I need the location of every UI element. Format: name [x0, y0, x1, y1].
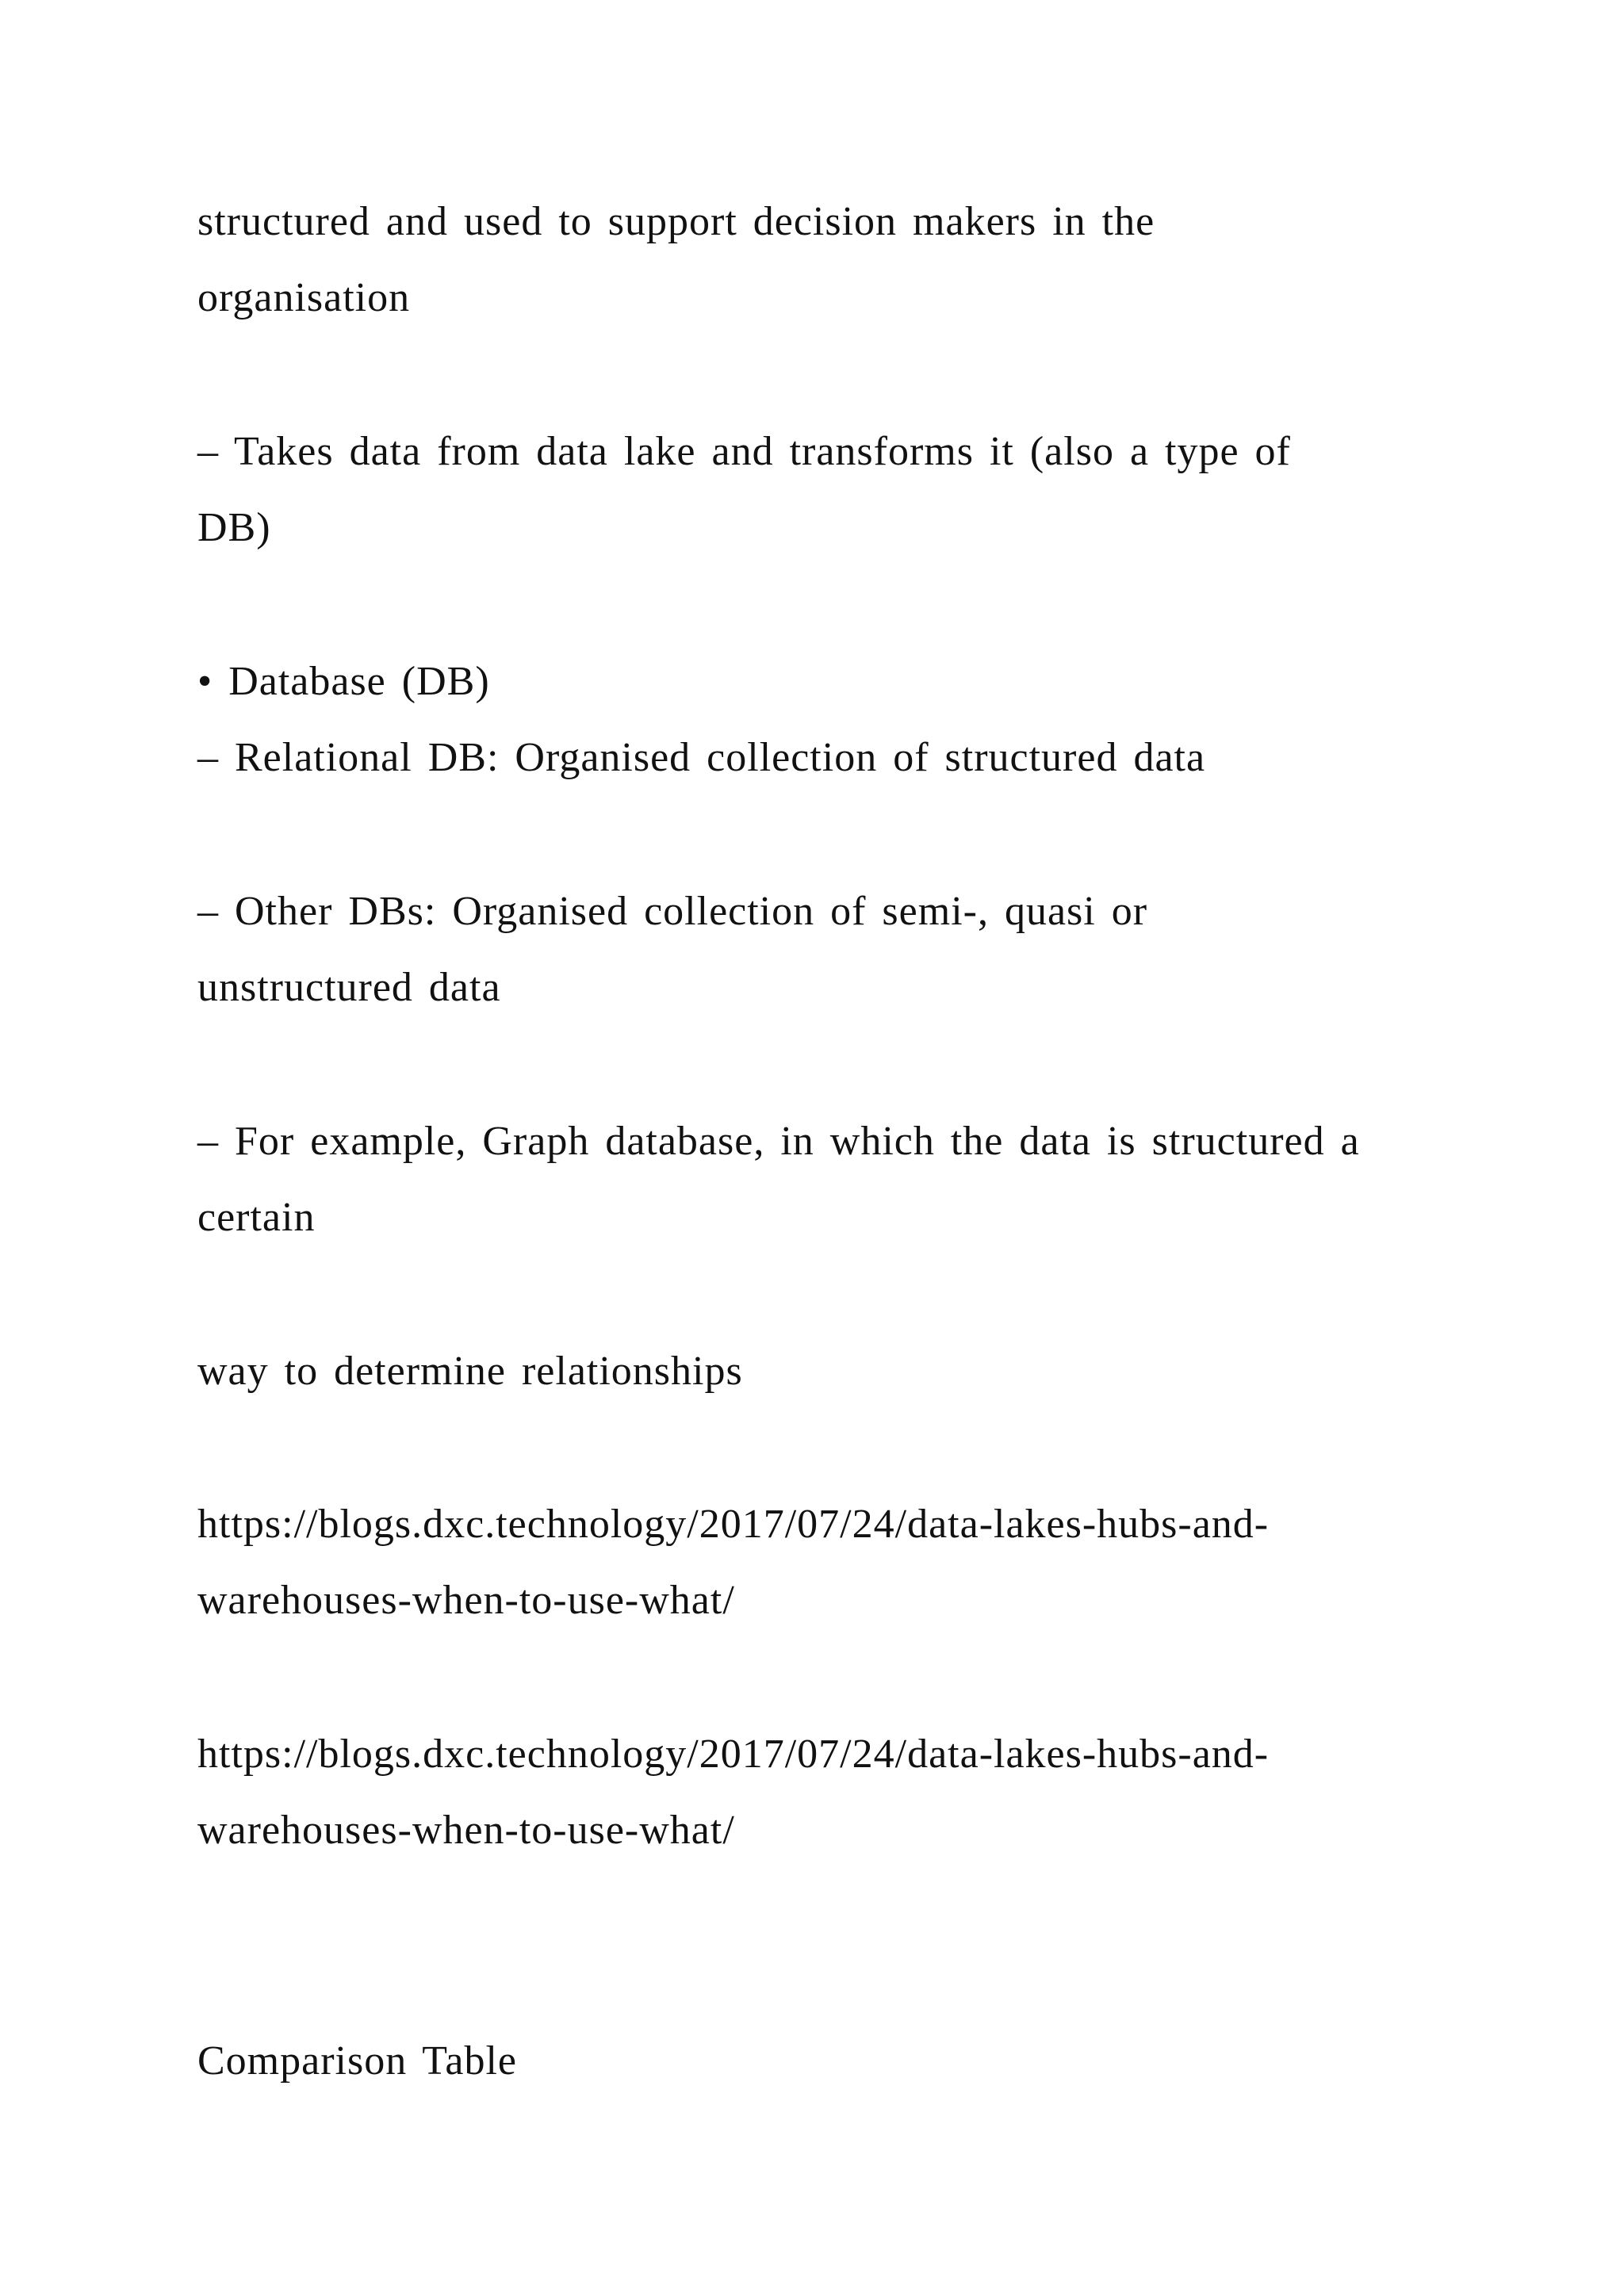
url-line: warehouses-when-to-use-what/	[197, 1578, 735, 1623]
url-line: https://blogs.dxc.technology/2017/07/24/data-lakes-hubs-and-	[197, 1502, 1270, 1547]
text-line: organisation	[197, 275, 411, 320]
text-line: DB)	[197, 505, 271, 550]
text-line: – Takes data from data lake and transforms it (also a type of	[197, 429, 1291, 474]
text-line: – For example, Graph database, in which the data is structured a	[197, 1119, 1360, 1164]
text-line: – Other DBs: Organised collection of semi-, quasi or	[197, 889, 1148, 934]
text-line: way to determine relationships	[197, 1349, 743, 1394]
text-line: certain	[197, 1195, 316, 1240]
text-line: unstructured data	[197, 965, 501, 1010]
text-line: – Relational DB: Organised collection of structured data	[197, 735, 1206, 780]
url-line: warehouses-when-to-use-what/	[197, 1808, 735, 1853]
bullet-heading-database: • Database (DB)	[197, 659, 490, 704]
section-title-comparison-table: Comparison Table	[197, 2038, 518, 2084]
url-line: https://blogs.dxc.technology/2017/07/24/data-lakes-hubs-and-	[197, 1732, 1270, 1777]
text-line: structured and used to support decision makers in the	[197, 199, 1155, 244]
